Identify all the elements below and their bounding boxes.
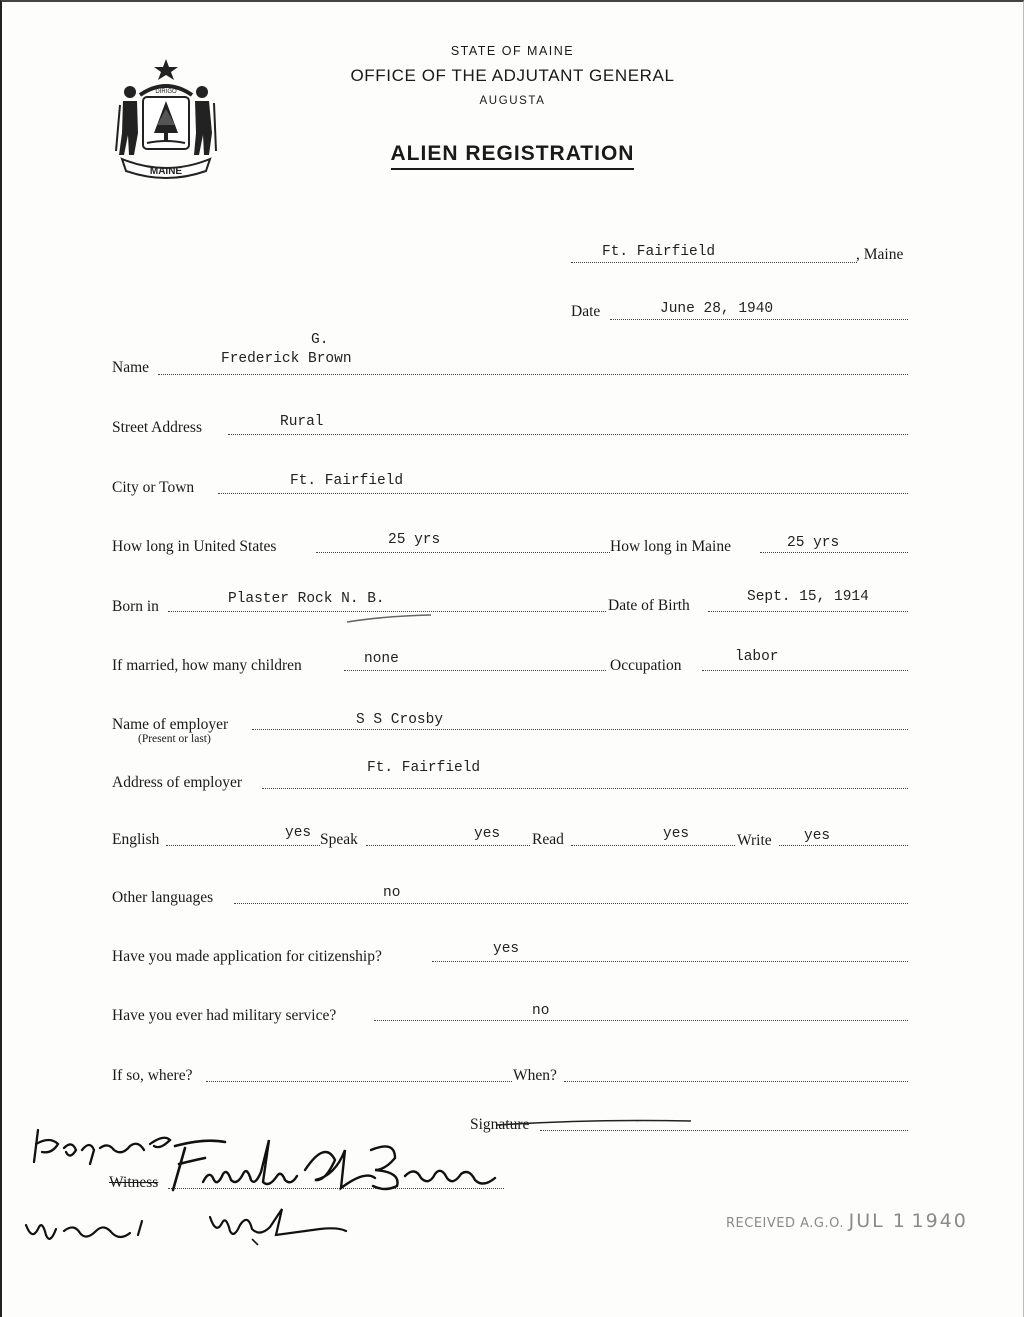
- other-languages-label: Other languages: [112, 889, 214, 906]
- signature-line: [540, 1130, 908, 1131]
- signature-label: Signature: [470, 1116, 530, 1133]
- header-state: STATE OF MAINE: [450, 44, 575, 58]
- city-value: Ft. Fairfield: [290, 473, 404, 489]
- citizenship-value: yes: [493, 941, 520, 957]
- children-value: none: [364, 651, 399, 667]
- employer-sublabel: (Present or last): [138, 733, 211, 745]
- citizenship-line: [432, 961, 908, 962]
- place-line: [571, 262, 857, 263]
- read-line: [571, 845, 735, 846]
- maine-label: How long in Maine: [610, 538, 731, 555]
- read-label: Read: [532, 831, 564, 848]
- us-line: [316, 552, 610, 553]
- employer-label: Name of employer: [112, 716, 229, 733]
- where-label: If so, where?: [112, 1067, 193, 1084]
- speak-label: Speak: [320, 831, 358, 848]
- received-stamp: [726, 1210, 968, 1232]
- place-value: Ft. Fairfield: [602, 244, 716, 260]
- us-label: How long in United States: [112, 538, 277, 555]
- signature-strike: [495, 1117, 695, 1129]
- write-value: yes: [804, 828, 831, 844]
- seal-motto-text: DIRIGO: [155, 89, 177, 95]
- military-label: Have you ever had military service?: [112, 1007, 337, 1024]
- occupation-value: labor: [735, 649, 779, 665]
- when-line: [564, 1081, 908, 1082]
- date-label: Date: [571, 303, 601, 320]
- occupation-label: Occupation: [610, 657, 682, 674]
- witness-label: Witness: [109, 1174, 159, 1191]
- city-line: [218, 493, 908, 494]
- header-office: OFFICE OF THE ADJUTANT GENERAL: [350, 66, 675, 85]
- speak-line: [366, 845, 530, 846]
- seal-ribbon-text: MAINE: [149, 166, 183, 177]
- stamp-received-text: RECEIVED A.G.O.: [726, 1216, 844, 1231]
- date-line: [610, 319, 908, 320]
- other-languages-line: [234, 903, 908, 904]
- name-line: [158, 374, 908, 375]
- employer-value: S S Crosby: [356, 712, 444, 728]
- speak-value: yes: [474, 826, 501, 842]
- occupation-line: [702, 670, 908, 671]
- born-label: Born in: [112, 598, 159, 615]
- employer-address-value: Ft. Fairfield: [367, 760, 481, 776]
- military-line: [374, 1020, 908, 1021]
- dob-line: [708, 611, 908, 612]
- dob-label: Date of Birth: [608, 597, 690, 614]
- english-value: yes: [285, 825, 312, 841]
- write-label: Write: [737, 832, 772, 849]
- employer-address-line: [262, 788, 908, 789]
- maine-state-seal: [110, 55, 222, 181]
- born-value: Plaster Rock N. B.: [228, 591, 385, 607]
- children-line: [344, 670, 606, 671]
- maine-value: 25 yrs: [787, 535, 840, 551]
- city-label: City or Town: [112, 479, 195, 496]
- military-value: no: [532, 1003, 550, 1019]
- margin-handwritten-note-top: [30, 1120, 180, 1170]
- header-city: AUGUSTA: [479, 95, 546, 107]
- english-line: [166, 845, 320, 846]
- write-line: [779, 845, 908, 846]
- english-label: English: [112, 831, 160, 848]
- form-title-text: ALIEN REGISTRATION: [391, 142, 635, 170]
- street-value: Rural: [280, 414, 324, 430]
- us-value: 25 yrs: [388, 532, 441, 548]
- place-suffix: , Maine: [856, 246, 904, 263]
- date-value: June 28, 1940: [660, 301, 774, 317]
- form-title: [300, 142, 725, 166]
- where-line: [206, 1081, 512, 1082]
- name-label: Name: [112, 359, 150, 376]
- read-value: yes: [663, 826, 690, 842]
- children-label: If married, how many children: [112, 657, 302, 674]
- street-line: [228, 434, 908, 435]
- margin-handwritten-note-bottom: [20, 1205, 350, 1255]
- dob-value: Sept. 15, 1914: [747, 589, 869, 605]
- name-value: Frederick Brown: [221, 351, 352, 367]
- when-label: When?: [513, 1067, 557, 1084]
- street-label: Street Address: [112, 419, 202, 436]
- frederick-brown-handwritten-signature: [165, 1130, 505, 1200]
- born-pencil-mark: [345, 612, 435, 626]
- maine-line: [760, 552, 908, 553]
- other-languages-value: no: [383, 885, 401, 901]
- name-initial: G.: [311, 332, 329, 348]
- citizenship-label: Have you made application for citizenship?: [112, 948, 382, 965]
- stamp-date-text: JUL 1: [848, 1210, 907, 1232]
- employer-address-label: Address of employer: [112, 774, 242, 791]
- employer-line: [252, 729, 908, 730]
- stamp-year-text: 1940: [911, 1210, 968, 1232]
